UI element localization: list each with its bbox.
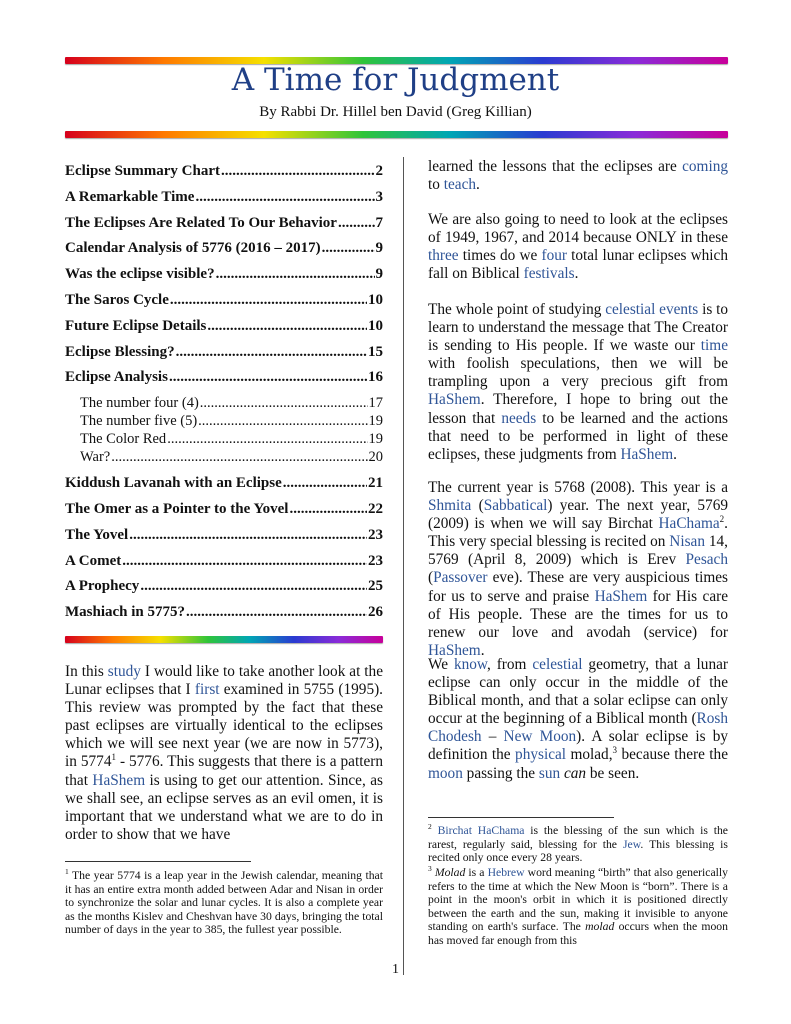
link-needs[interactable]: needs	[501, 409, 537, 427]
link-birchat-hachama[interactable]: Birchat HaChama	[437, 824, 525, 837]
paragraph-eclipses-years: We are also going to need to look at the eclipses of 1949, 1967, and 2014 because ONLY in these three times do we four total lunar eclipses which fall on Biblical festivals.	[428, 211, 728, 283]
link-shmita[interactable]: Shmita	[428, 497, 472, 515]
link-first[interactable]: first	[194, 681, 220, 699]
toc-entry[interactable]: The Omer as a Pointer to the Yovel ..... 22	[65, 501, 383, 527]
toc-subentry[interactable]: The number four (4) ..... 17	[65, 395, 383, 413]
intro-paragraph: In this study I would like to take another look at the Lunar eclipses that I first examined in 5755 (1995). This review was prompted by the fact that these past eclipses are virtually identical to the eclipses which we will see next year (we are now in 5773), in 5774$^1$ - 5776. This suggests that there is a pattern that HaShem is using to get our attention. Since, as we shall see, an eclipse serves as an evil omen, it is important that we understand what we are to do in order to show that we have	[65, 663, 384, 843]
toc-entry[interactable]: Calendar Analysis of 5776 (2016 – 2017) ..... 9	[65, 240, 383, 266]
link-four[interactable]: four	[541, 247, 567, 265]
paragraph-purpose: The whole point of studying celestial events is to learn to understand the message that The Creator is sending to His people. If we waste our time with foolish speculations, then we will be trampling upon a very precious gift from HaShem. Therefore, I hope to bring out the lesson that needs to be learned and the actions that need to be performed in light of these eclipses, these judgments from HaShem.	[428, 301, 729, 463]
page-number: 1	[392, 962, 399, 977]
toc-entry[interactable]: The Eclipses Are Related To Our Behavior ..... 7	[65, 215, 383, 241]
toc-entry[interactable]: Mashiach in 5775? ..... 26	[65, 604, 383, 630]
link-three[interactable]: three	[428, 247, 459, 265]
link-hashem[interactable]: HaShem	[428, 641, 481, 659]
footnote-ref[interactable]: 3	[612, 745, 618, 756]
link-study[interactable]: study	[107, 663, 141, 680]
link-physical[interactable]: physical	[515, 746, 567, 764]
paragraph-current-year: The current year is 5768 (2008). This year is a Shmita (Sabbatical) year. The next year, 5769 (2009) is when we will say Birchat HaChama$^2$. This very special blessing is recited on Nisan 14, 5769 (April 8, 2009) which is Erev Pesach (Passover eve). These are very auspicious times for us to serve and praise HaShem for His care of His people. These are the times for us to renew our love and avodah (service) for HaShem.	[428, 479, 728, 659]
link-sun[interactable]: sun	[538, 764, 561, 782]
footnote-ref[interactable]: 1	[111, 752, 116, 763]
toc-subentry[interactable]: The number five (5) ..... 19	[65, 413, 383, 431]
toc-entry[interactable]: Eclipse Blessing? ..... 15	[65, 344, 383, 370]
link-hebrew[interactable]: Hebrew	[487, 866, 525, 879]
paragraph-lessons: learned the lessons that the eclipses are coming to teach.	[428, 158, 728, 194]
footnote-separator	[428, 817, 614, 818]
link-nisan[interactable]: Nisan	[669, 533, 705, 551]
link-teach[interactable]: teach	[443, 176, 477, 194]
link-hashem[interactable]: HaShem	[428, 391, 481, 409]
link-hashem[interactable]: HaShem	[620, 445, 674, 463]
link-time[interactable]: time	[700, 337, 728, 355]
link-celestial-events[interactable]: celestial events	[605, 301, 699, 318]
link-jew[interactable]: Jew	[622, 837, 641, 851]
toc-entry[interactable]: A Remarkable Time ..... 3	[65, 189, 383, 215]
link-know[interactable]: know	[453, 656, 487, 673]
link-hashem[interactable]: HaShem	[92, 771, 146, 789]
footnote-separator	[65, 861, 251, 862]
toc-subentry[interactable]: The Color Red ..... 19	[65, 431, 383, 449]
toc-entry[interactable]: A Prophecy ..... 25	[65, 578, 383, 604]
toc-entry[interactable]: Eclipse Analysis ..... 16	[65, 369, 383, 395]
rainbow-rule-under-toc	[65, 636, 383, 643]
link-rosh-chodesh[interactable]: Rosh Chodesh	[428, 710, 728, 746]
toc-entry[interactable]: Eclipse Summary Chart ..... 2	[65, 163, 383, 189]
toc-entry[interactable]: The Saros Cycle ..... 10	[65, 292, 383, 318]
footnote-ref[interactable]: 2	[719, 514, 725, 525]
toc-entry[interactable]: Kiddush Lavanah with an Eclipse ..... 21	[65, 475, 383, 501]
link-hashem[interactable]: HaShem	[594, 587, 648, 605]
table-of-contents	[65, 163, 383, 630]
toc-entry[interactable]: Future Eclipse Details ..... 10	[65, 318, 383, 344]
link-passover[interactable]: Passover	[433, 569, 488, 587]
document-title: A Time for Judgment	[231, 62, 560, 98]
author-byline: By Rabbi Dr. Hillel ben David (Greg Killian)	[259, 104, 532, 120]
link-coming[interactable]: coming	[682, 158, 728, 175]
column-divider	[403, 157, 404, 975]
link-celestial[interactable]: celestial	[532, 656, 583, 673]
toc-entry[interactable]: The Yovel ..... 23	[65, 527, 383, 553]
link-hachama[interactable]: HaChama	[658, 515, 720, 533]
link-pesach[interactable]: Pesach	[685, 551, 728, 569]
link-festivals[interactable]: festivals	[523, 265, 575, 283]
link-moon[interactable]: moon	[428, 764, 463, 782]
footnote-2: $^2$ Birchat HaChama is the blessing of the sun which is the rarest, regularly said, blessing for the Jew. This blessing is recited only once every 28 years.	[428, 822, 728, 864]
toc-subentry[interactable]: War? ..... 20	[65, 449, 383, 467]
footnote-1: $^1$ The year 5774 is a leap year in the Jewish calendar, meaning that it has an entire extra month added between Adar and Nisan in order to synchronize the solar and lunar cycles. It is also a complete year as the months Kislev and Cheshvan have 30 days, bringing the total number of days in the year to 385, the fullest year possible.	[65, 867, 383, 936]
toc-entry[interactable]: Was the eclipse visible? ..... 9	[65, 266, 383, 292]
paragraph-lunar-geometry: We know, from celestial geometry, that a lunar eclipse can only occur in the middle of the Biblical month, and that a solar eclipse can only occur at the beginning of a Biblical month (Rosh Chodesh – New Moon). A solar eclipse is by definition the physical molad,$^3$ because there the moon passing the sun can be seen.	[428, 656, 728, 782]
toc-entry[interactable]: A Comet ..... 23	[65, 553, 383, 579]
link-new-moon[interactable]: New Moon	[503, 728, 577, 746]
footnote-3: $^3$ Molad is a Hebrew word meaning “birth” that also generically refers to the time at which the New Moon is “born”. There is a point in the moon's orbit in which it is positioned directly between the earth and the sun, making it invisible to anyone standing on earth's surface. The molad occurs when the moon has moved far enough from this	[428, 864, 729, 947]
rainbow-rule-under-title	[65, 131, 728, 138]
link-sabbatical[interactable]: Sabbatical	[483, 497, 548, 515]
